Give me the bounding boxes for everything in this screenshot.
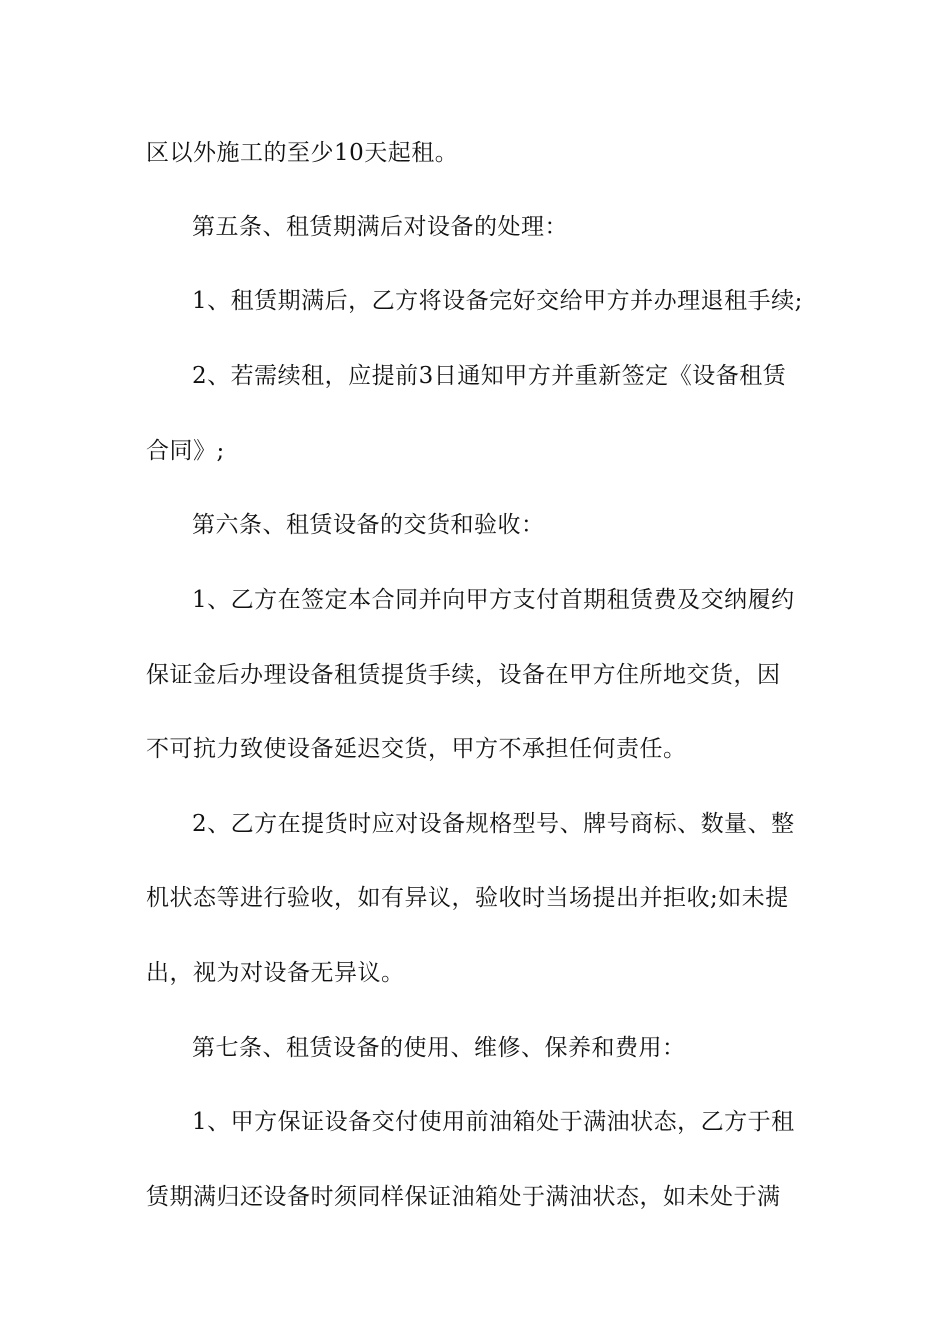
- section-heading: 第六条、租赁设备的交货和验收：: [192, 512, 545, 538]
- text-line: 区以外施工的至少10天起租。: [146, 140, 459, 166]
- text-line: 合同》;: [146, 438, 225, 464]
- section-heading: 第七条、租赁设备的使用、维修、保养和费用：: [192, 1035, 686, 1061]
- text-line: 1、甲方保证设备交付使用前油箱处于满油状态，乙方于租: [192, 1109, 795, 1135]
- text-line: 保证金后办理设备租赁提货手续，设备在甲方住所地交货，因: [146, 662, 781, 688]
- text-line: 机状态等进行验收，如有异议，验收时当场提出并拒收;如未提: [146, 885, 789, 911]
- text-line: 2、若需续租，应提前3日通知甲方并重新签定《设备租赁: [192, 363, 787, 389]
- text-line: 1、租赁期满后，乙方将设备完好交给甲方并办理退租手续;: [192, 288, 803, 314]
- text-line: 1、乙方在签定本合同并向甲方支付首期租赁费及交纳履约: [192, 587, 795, 613]
- text-line: 2、乙方在提货时应对设备规格型号、牌号商标、数量、整: [192, 811, 795, 837]
- text-line: 赁期满归还设备时须同样保证油箱处于满油状态，如未处于满: [146, 1184, 781, 1210]
- text-line: 不可抗力致使设备延迟交货，甲方不承担任何责任。: [146, 736, 687, 762]
- section-heading: 第五条、租赁期满后对设备的处理：: [192, 214, 568, 240]
- text-line: 出，视为对设备无异议。: [146, 960, 405, 986]
